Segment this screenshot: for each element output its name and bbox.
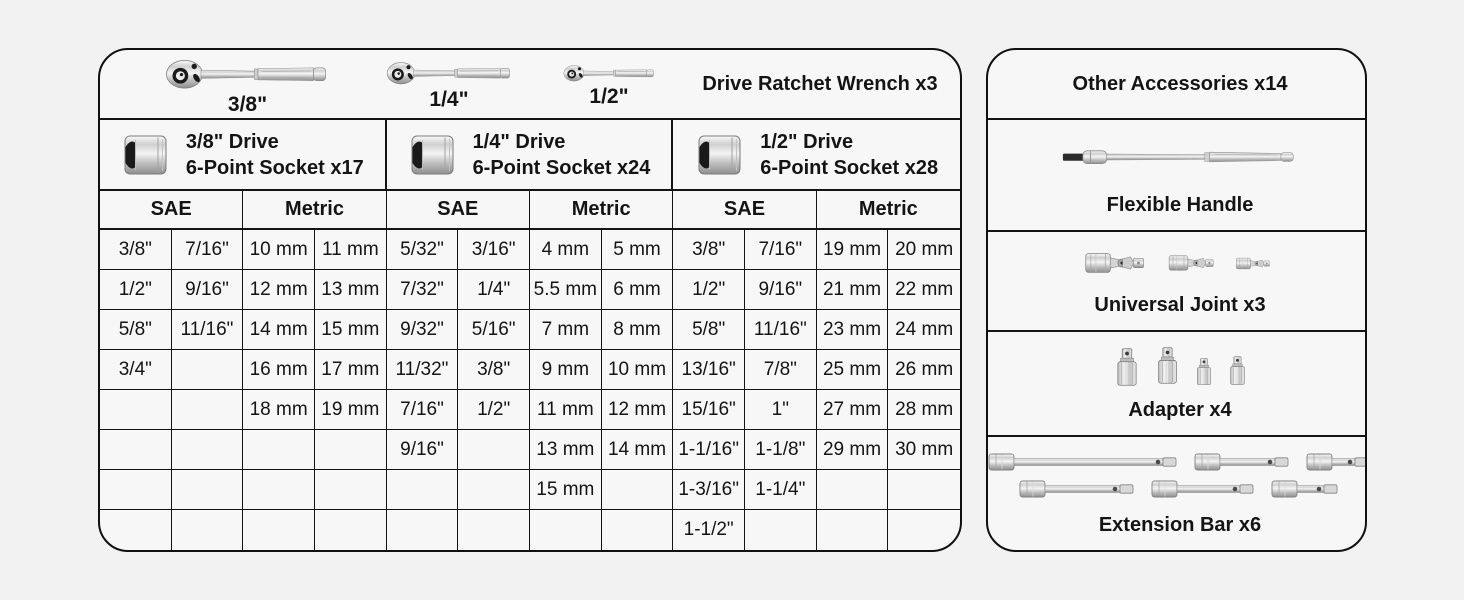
size-cell: 7/16" xyxy=(387,390,459,430)
size-cell xyxy=(387,470,459,510)
size-cell xyxy=(315,470,387,510)
socket-count-text: 6-Point Socket x28 xyxy=(760,156,939,179)
size-cell: 15 mm xyxy=(530,470,602,510)
size-cell: 1" xyxy=(745,390,817,430)
size-cell: 5.5 mm xyxy=(530,270,602,310)
adapter-icon xyxy=(1154,344,1181,387)
size-cell: 18 mm xyxy=(243,390,315,430)
size-cell: 7/32" xyxy=(387,270,459,310)
wrench-size-label: 3/8" xyxy=(227,92,268,116)
adapter-icon xyxy=(1194,356,1214,387)
extension-bar-icons xyxy=(988,437,1367,514)
size-cell xyxy=(458,510,530,550)
wrench-size-label: 1/2" xyxy=(589,84,629,108)
size-cell: 15 mm xyxy=(315,310,387,350)
size-cell: 17 mm xyxy=(315,350,387,390)
size-cell: 16 mm xyxy=(243,350,315,390)
size-cell: 3/8" xyxy=(673,230,745,270)
size-cell xyxy=(172,350,244,390)
size-cell xyxy=(100,430,172,470)
size-cell: 1-3/16" xyxy=(673,470,745,510)
size-cell: 4 mm xyxy=(530,230,602,270)
adapter-icons xyxy=(988,332,1367,399)
size-cell xyxy=(172,470,244,510)
size-cell: 6 mm xyxy=(602,270,674,310)
universal-joint-icon xyxy=(1235,256,1276,271)
drive-header-row xyxy=(100,120,960,191)
size-cell: 7 mm xyxy=(530,310,602,350)
size-cell: 15/16" xyxy=(673,390,745,430)
other-accessories-panel xyxy=(986,48,1367,552)
size-cell xyxy=(100,390,172,430)
extension-bar-icon xyxy=(1306,453,1367,471)
size-cell xyxy=(100,510,172,550)
size-cell xyxy=(888,510,960,550)
drive-section-title xyxy=(760,129,938,181)
size-cell xyxy=(530,510,602,550)
size-cell xyxy=(387,510,459,550)
size-cell xyxy=(172,390,244,430)
size-cell: 3/8" xyxy=(458,350,530,390)
size-cell: 8 mm xyxy=(602,310,674,350)
size-cell: 5/32" xyxy=(387,230,459,270)
size-cell: 24 mm xyxy=(888,310,960,350)
size-cell xyxy=(243,430,315,470)
column-header: SAE xyxy=(387,191,530,230)
accessory-label: Universal Joint x3 xyxy=(1094,294,1266,316)
drive-section-1-4 xyxy=(387,120,674,189)
accessory-section-adapter xyxy=(988,332,1367,437)
universal-joint-icon xyxy=(1084,250,1154,276)
ratchet-wrench-figure xyxy=(135,52,360,117)
socket-count-text: 6-Point Socket x17 xyxy=(185,156,364,179)
size-cell: 13 mm xyxy=(315,270,387,310)
size-cell xyxy=(315,430,387,470)
size-cell: 3/16" xyxy=(458,230,530,270)
extension-bar-icon xyxy=(1019,480,1137,498)
accessory-section-extension-bar xyxy=(988,437,1367,550)
size-cell: 14 mm xyxy=(602,430,674,470)
column-header: Metric xyxy=(243,191,386,230)
size-cell: 28 mm xyxy=(888,390,960,430)
socket-icon xyxy=(408,134,456,176)
size-cell xyxy=(172,430,244,470)
size-cell: 29 mm xyxy=(817,430,889,470)
size-cell xyxy=(602,510,674,550)
universal-joint-icons xyxy=(988,232,1367,294)
size-cell xyxy=(172,510,244,550)
size-cell: 9/16" xyxy=(745,270,817,310)
size-cell: 10 mm xyxy=(602,350,674,390)
ratchet-wrench-figure xyxy=(538,60,680,109)
size-cell: 1/2" xyxy=(673,270,745,310)
drive-section-1-2 xyxy=(673,120,960,189)
socket-count-text: 6-Point Socket x24 xyxy=(472,156,651,179)
flexible-handle-icon xyxy=(988,120,1367,194)
drive-section-title xyxy=(473,129,651,181)
socket-icon xyxy=(121,134,169,176)
size-cell xyxy=(888,470,960,510)
size-cell: 1-1/2" xyxy=(673,510,745,550)
size-cell: 7/16" xyxy=(172,230,244,270)
size-cell: 9/32" xyxy=(387,310,459,350)
drive-size-text: 1/2" Drive xyxy=(760,130,854,153)
size-cell: 1-1/8" xyxy=(745,430,817,470)
size-cell: 11 mm xyxy=(530,390,602,430)
size-cell: 1-1/4" xyxy=(745,470,817,510)
size-cell: 1/2" xyxy=(458,390,530,430)
size-cell: 19 mm xyxy=(315,390,387,430)
size-cell: 10 mm xyxy=(243,230,315,270)
size-cell: 11/16" xyxy=(745,310,817,350)
size-cell: 5/16" xyxy=(458,310,530,350)
ratchet-wrench-icon xyxy=(165,52,330,92)
adapter-icon xyxy=(1227,354,1248,387)
size-cell: 12 mm xyxy=(602,390,674,430)
size-cell: 11/32" xyxy=(387,350,459,390)
wrench-size-label: 1/4" xyxy=(429,88,469,111)
socket-set-spec-panel xyxy=(98,48,962,552)
size-cell: 5/8" xyxy=(100,310,172,350)
accessory-label: Extension Bar x6 xyxy=(1098,514,1262,536)
size-cell xyxy=(745,510,817,550)
size-cell: 11 mm xyxy=(315,230,387,270)
column-header: SAE xyxy=(673,191,816,230)
ratchet-row-title: Drive Ratchet Wrench x3 xyxy=(702,72,938,95)
size-cell xyxy=(602,470,674,510)
size-cell: 9/16" xyxy=(387,430,459,470)
size-cell: 26 mm xyxy=(888,350,960,390)
size-cell: 1/2" xyxy=(100,270,172,310)
size-cell: 3/8" xyxy=(100,230,172,270)
drive-size-text: 1/4" Drive xyxy=(472,130,566,153)
size-cell: 25 mm xyxy=(817,350,889,390)
size-cell xyxy=(817,470,889,510)
size-cell: 13/16" xyxy=(673,350,745,390)
drive-size-text: 3/8" Drive xyxy=(185,130,279,153)
column-header: SAE xyxy=(100,191,243,230)
adapter-icon xyxy=(1113,347,1141,387)
drive-section-title xyxy=(186,129,364,181)
extension-bar-icon xyxy=(1194,453,1292,471)
size-cell xyxy=(315,510,387,550)
size-cell: 19 mm xyxy=(817,230,889,270)
size-cell: 30 mm xyxy=(888,430,960,470)
socket-size-table xyxy=(100,191,960,550)
size-cell: 5/8" xyxy=(673,310,745,350)
size-cell: 9/16" xyxy=(172,270,244,310)
accessory-section-universal-joint xyxy=(988,232,1367,332)
socket-icon xyxy=(695,134,743,176)
size-cell: 27 mm xyxy=(817,390,889,430)
size-cell: 1/4" xyxy=(458,270,530,310)
size-cell: 5 mm xyxy=(602,230,674,270)
size-cell: 11/16" xyxy=(172,310,244,350)
extension-bar-icon xyxy=(988,453,1180,471)
ratchet-wrench-row xyxy=(100,50,960,120)
size-cell: 12 mm xyxy=(243,270,315,310)
size-cell: 23 mm xyxy=(817,310,889,350)
size-cell xyxy=(243,510,315,550)
size-cell: 9 mm xyxy=(530,350,602,390)
size-cell xyxy=(100,470,172,510)
size-cell xyxy=(817,510,889,550)
ratchet-wrench-icon xyxy=(563,60,656,84)
size-cell: 13 mm xyxy=(530,430,602,470)
size-cell xyxy=(458,470,530,510)
accessory-label: Flexible Handle xyxy=(1106,194,1254,216)
size-cell xyxy=(243,470,315,510)
ratchet-wrench-figure xyxy=(360,56,538,112)
ratchet-wrench-icon xyxy=(386,56,513,87)
size-cell xyxy=(458,430,530,470)
size-cell: 21 mm xyxy=(817,270,889,310)
size-cell: 14 mm xyxy=(243,310,315,350)
extension-bar-icon xyxy=(1151,480,1257,498)
accessory-section-flexible-handle xyxy=(988,120,1367,232)
accessory-label: Adapter x4 xyxy=(1128,399,1232,421)
drive-section-3-8 xyxy=(100,120,387,189)
size-cell: 1-1/16" xyxy=(673,430,745,470)
size-cell: 7/8" xyxy=(745,350,817,390)
universal-joint-icon xyxy=(1168,253,1221,273)
size-cell: 20 mm xyxy=(888,230,960,270)
size-cell: 22 mm xyxy=(888,270,960,310)
size-cell: 3/4" xyxy=(100,350,172,390)
accessories-panel-title: Other Accessories x14 xyxy=(988,50,1367,120)
column-header: Metric xyxy=(817,191,960,230)
column-header: Metric xyxy=(530,191,673,230)
extension-bar-icon xyxy=(1271,480,1341,498)
size-cell: 7/16" xyxy=(745,230,817,270)
